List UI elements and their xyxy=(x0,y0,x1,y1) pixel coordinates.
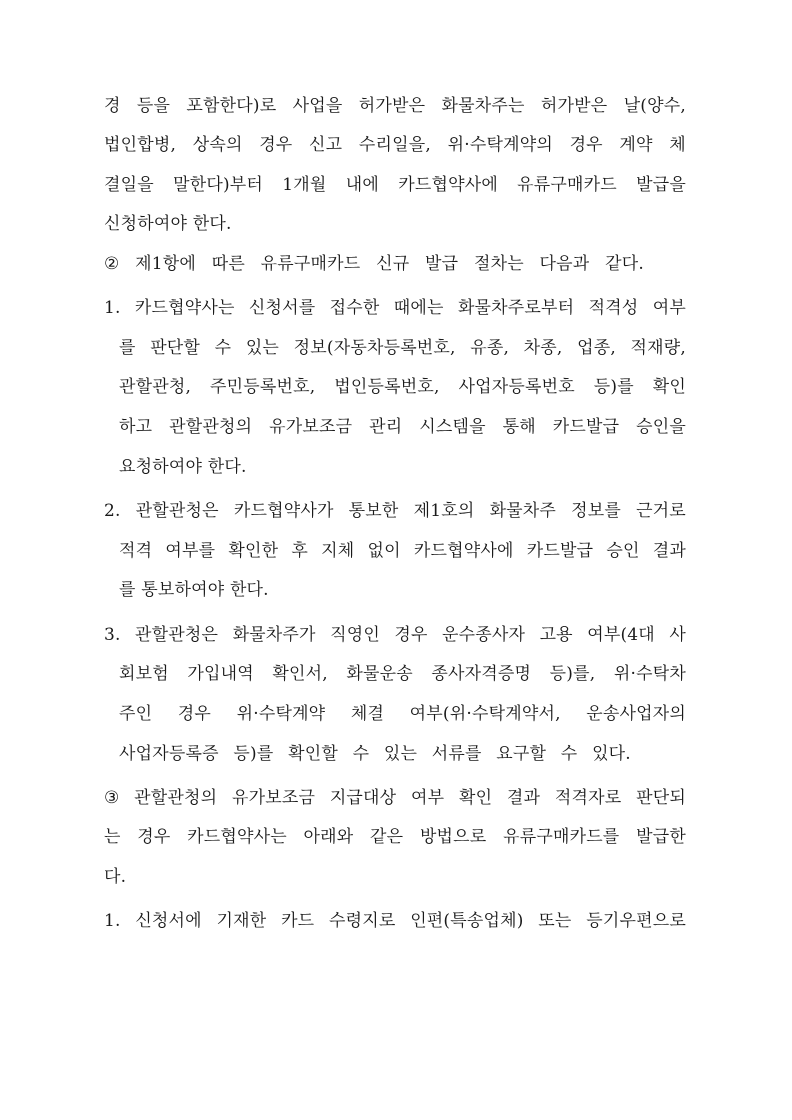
text-line xyxy=(104,173,686,197)
text-line xyxy=(104,133,686,157)
word: 관할관청은 xyxy=(135,501,219,521)
text-line xyxy=(119,662,686,686)
word: 사업자등록번호 xyxy=(458,377,575,397)
word: 직영인 xyxy=(330,625,380,645)
word: 내에 xyxy=(345,175,379,195)
word: 화물차주 xyxy=(489,501,557,521)
word: 날(양수, xyxy=(623,96,686,116)
word: 정보(자동차등록번호, xyxy=(293,338,456,358)
word: 경 xyxy=(104,96,121,116)
word: 여부를 xyxy=(165,541,216,561)
word: 고용 xyxy=(539,625,573,645)
word: 1. xyxy=(104,298,121,318)
word: 신청서를 xyxy=(248,298,316,318)
text-line xyxy=(119,336,686,360)
word: 가입내역 xyxy=(187,664,254,684)
word: 카드 xyxy=(281,911,315,931)
word: 판단할 xyxy=(150,338,201,358)
word: 체 xyxy=(669,135,686,155)
word: 접수한 xyxy=(329,298,380,318)
word: 승인을 xyxy=(636,417,686,437)
text-line: 요청하여야 한다. xyxy=(119,457,247,477)
word: 없이 xyxy=(367,541,401,561)
word: 카드협약사에 xyxy=(413,541,514,561)
word: 차종, xyxy=(523,338,563,358)
word: 3. xyxy=(104,625,121,645)
word: 사업자등록증 xyxy=(119,744,219,764)
word: 유류구매카드 xyxy=(517,175,617,195)
word: 위·수탁계약의 xyxy=(447,135,553,155)
word: 유가보조금 xyxy=(269,417,353,437)
word: 경우 xyxy=(569,135,603,155)
word: 수리일을, xyxy=(358,135,431,155)
word: 카드발급 xyxy=(552,417,620,437)
text-line: 신청하여야 한다. xyxy=(104,214,232,234)
word: 1. xyxy=(104,911,121,931)
word: 아래와 xyxy=(303,827,354,847)
word: 종사자격증명 xyxy=(431,664,532,684)
word: 적격자로 xyxy=(554,788,622,808)
word: 1개월 xyxy=(282,175,327,195)
word: 회보험 xyxy=(119,664,169,684)
word: 운송사업자의 xyxy=(586,704,686,724)
word: 카드협약사는 xyxy=(134,298,235,318)
word: 통해 xyxy=(502,417,536,437)
word: 관할관청, xyxy=(119,377,192,397)
text-line xyxy=(119,415,686,439)
word: 유류구매카드를 xyxy=(503,827,620,847)
word: 지급대상 xyxy=(329,788,397,808)
word: 관할관청의 xyxy=(134,788,218,808)
word: 등기우편으로 xyxy=(586,911,686,931)
word: 경우 xyxy=(259,135,293,155)
word: 인편(특송업체) xyxy=(410,911,524,931)
word: 있다. xyxy=(592,744,631,764)
word: 를 xyxy=(119,338,136,358)
word: 여부(4대 xyxy=(587,625,655,645)
word: 신규 xyxy=(376,254,410,274)
word: 여부(위·수탁계약서, xyxy=(409,704,561,724)
word: 수 xyxy=(214,338,232,358)
word: 수 xyxy=(560,744,578,764)
word: 판단되 xyxy=(636,788,686,808)
word: 관할관청은 xyxy=(135,625,219,645)
text-line xyxy=(119,702,686,726)
word: 통보한 xyxy=(348,501,399,521)
word: 여부 xyxy=(652,298,686,318)
word: 같다. xyxy=(605,254,644,274)
word: 근거로 xyxy=(636,501,686,521)
word: 발급 xyxy=(425,254,459,274)
list-item-1 xyxy=(104,909,686,933)
word: 수령지로 xyxy=(329,911,396,931)
word: 발급한 xyxy=(636,827,686,847)
word: 등)를 xyxy=(593,377,634,397)
word: 카드협약사는 xyxy=(187,827,287,847)
word: 제1호의 xyxy=(413,501,475,521)
list-item-3 xyxy=(104,623,686,647)
word: 유가보조금 xyxy=(231,788,316,808)
word: 위·수탁계약 xyxy=(236,704,326,724)
word: 또는 xyxy=(538,911,572,931)
word: 업종, xyxy=(577,338,616,358)
word: 시스템을 xyxy=(419,417,486,437)
word: ③ xyxy=(104,788,120,808)
word: 하고 xyxy=(119,417,153,437)
word: 화물운송 xyxy=(346,664,413,684)
word: 요구할 xyxy=(496,744,547,764)
word: ② xyxy=(104,254,120,274)
list-item-2 xyxy=(104,499,686,523)
word: 확인 xyxy=(458,788,493,808)
word: 후 xyxy=(291,541,308,561)
word: 확인 xyxy=(652,377,686,397)
paragraph-2-heading xyxy=(104,252,644,276)
word: 신고 xyxy=(309,135,343,155)
word: 관리 xyxy=(369,417,403,437)
word: 적재량, xyxy=(630,338,686,358)
word: 말한다)부터 xyxy=(173,175,264,195)
word: 방법으로 xyxy=(419,827,487,847)
word: 상속의 xyxy=(192,135,243,155)
word: 화물차주가 xyxy=(232,625,316,645)
word: 적격성 xyxy=(588,298,639,318)
word: 는 xyxy=(104,827,121,847)
text-line: 를 통보하여야 한다. xyxy=(119,580,269,600)
word: 등)를 xyxy=(233,744,274,764)
word: 주민등록번호, xyxy=(210,377,316,397)
word: 카드발급 xyxy=(526,541,594,561)
word: 결과 xyxy=(652,541,686,561)
word: 기재한 xyxy=(216,911,267,931)
word: 등)를, xyxy=(549,664,596,684)
word: 2. xyxy=(104,501,121,521)
word: 발급을 xyxy=(636,175,686,195)
word: 승인 xyxy=(606,541,640,561)
word: 제1항에 xyxy=(135,254,197,274)
word: 확인서, xyxy=(272,664,328,684)
word: 여부 xyxy=(411,788,445,808)
word: 화물차주는 xyxy=(441,96,525,116)
word: 경우 xyxy=(394,625,428,645)
word: 법인합병, xyxy=(104,135,177,155)
word: 같은 xyxy=(370,827,404,847)
word: 허가받은 xyxy=(358,96,426,116)
word: 경우 xyxy=(137,827,171,847)
word: 확인할 xyxy=(288,744,338,764)
word: 운수종사자 xyxy=(442,625,526,645)
word: 절차는 xyxy=(473,254,524,274)
text-line xyxy=(119,742,631,766)
word: 위·수탁차 xyxy=(613,664,686,684)
word: 카드협약사에 xyxy=(398,175,498,195)
word: 사 xyxy=(669,625,686,645)
word: 서류를 xyxy=(431,744,482,764)
word: 체결 xyxy=(350,704,385,724)
word: 유종, xyxy=(470,338,510,358)
word: 결과 xyxy=(506,788,541,808)
word: 확인한 xyxy=(228,541,279,561)
list-item-1 xyxy=(104,296,686,320)
word: 포함한다)로 xyxy=(186,96,277,116)
word: 신청서에 xyxy=(135,911,202,931)
word: 결일을 xyxy=(104,175,154,195)
word: 수 xyxy=(352,744,370,764)
text-line: 다. xyxy=(104,867,127,887)
word: 따른 xyxy=(211,254,245,274)
word: 화물차주로부터 xyxy=(457,298,575,318)
word: 정보를 xyxy=(571,501,621,521)
word: 주인 xyxy=(119,704,153,724)
word: 허가받은 xyxy=(540,96,608,116)
word: 유류구매카드 xyxy=(260,254,361,274)
word: 카드협약사가 xyxy=(233,501,334,521)
text-line xyxy=(104,94,686,118)
word: 다음과 xyxy=(539,254,590,274)
word: 사업을 xyxy=(292,96,343,116)
word: 때에는 xyxy=(393,298,444,318)
paragraph-3-heading xyxy=(104,786,686,810)
word: 계약 xyxy=(619,135,653,155)
word: 등을 xyxy=(136,96,171,116)
word: 있는 xyxy=(383,744,418,764)
text-line xyxy=(104,825,686,849)
word: 지체 xyxy=(321,541,355,561)
text-line xyxy=(119,539,686,563)
text-line xyxy=(119,375,686,399)
word: 관할관청의 xyxy=(169,417,253,437)
word: 있는 xyxy=(245,338,280,358)
word: 경우 xyxy=(177,704,212,724)
word: 적격 xyxy=(119,541,153,561)
word: 법인등록번호, xyxy=(334,377,440,397)
